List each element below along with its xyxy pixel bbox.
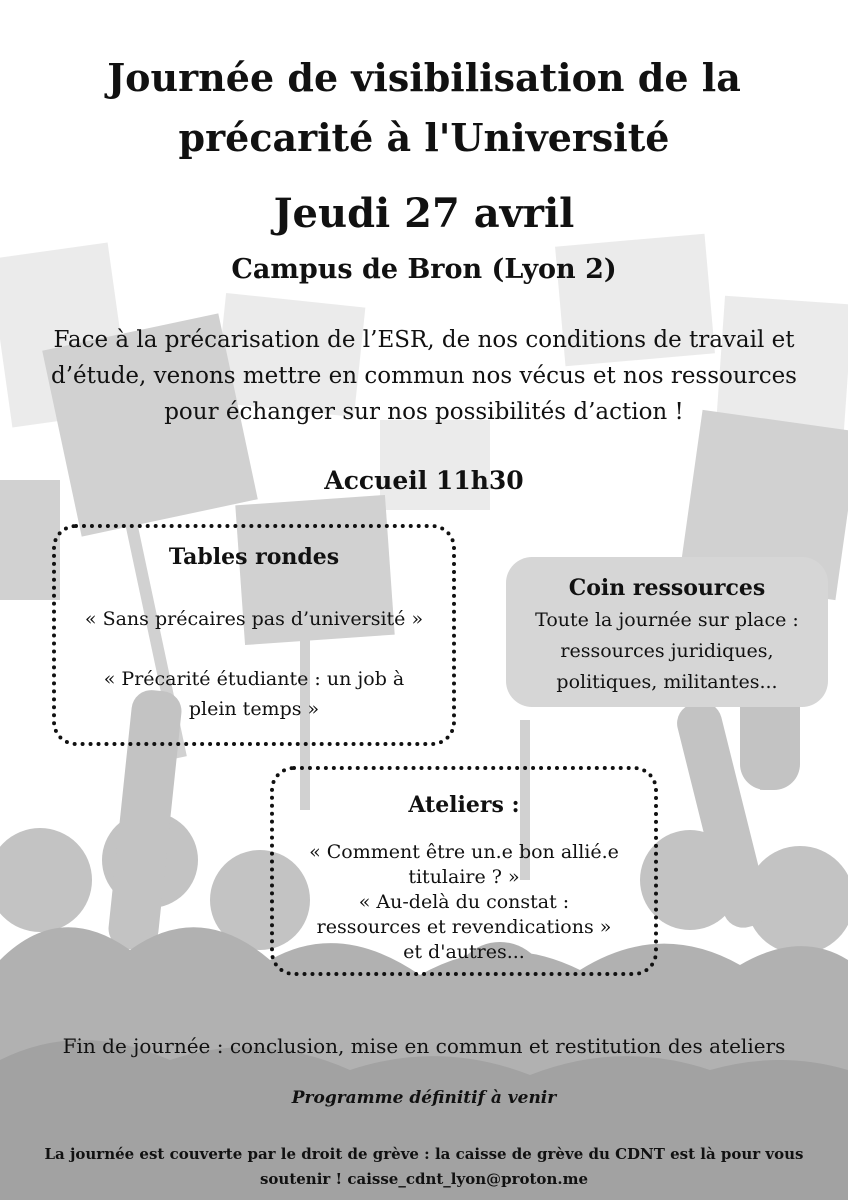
ending-text: Fin de journée : conclusion, mise en commun et restitution des ateliers — [62, 1034, 786, 1058]
footer-line-2: soutenir ! caisse_cdnt_lyon@proton.me — [259, 1170, 588, 1188]
coin-ressources-heading: Coin ressources — [568, 575, 766, 601]
ateliers-heading: Ateliers : — [408, 792, 520, 818]
coin-ressources-line-3: politiques, militantes... — [556, 671, 778, 693]
title-line-1: Journée de visibilisation de la — [107, 55, 741, 100]
ateliers-line-2: titulaire ? » — [408, 866, 520, 888]
event-date: Jeudi 27 avril — [273, 190, 575, 237]
tables-rondes-item-2-line-1: « Précarité étudiante : un job à — [103, 668, 405, 690]
flyer-title — [0, 48, 848, 168]
ateliers-line-5: et d'autres... — [403, 941, 525, 963]
coin-ressources-line-2: ressources juridiques, — [560, 640, 774, 662]
tables-rondes-item-2-line-2: plein temps » — [188, 698, 320, 720]
footer-line-1: La journée est couverte par le droit de grève : la caisse de grève du CDNT est là pour vous — [44, 1145, 804, 1163]
intro-line-2: d’étude, venons mettre en commun nos vécus et nos ressources — [51, 363, 797, 389]
ateliers-line-1: « Comment être un.e bon allié.e — [309, 841, 619, 863]
strike-fund-note — [0, 1142, 848, 1192]
ateliers-line-3: « Au-delà du constat : — [358, 891, 570, 913]
ateliers-line-4: ressources et revendications » — [316, 916, 612, 938]
coin-ressources-box — [506, 557, 828, 707]
tables-rondes-heading: Tables rondes — [168, 544, 340, 570]
intro-line-3: pour échanger sur nos possibilités d’action ! — [164, 399, 684, 425]
coin-ressources-line-1: Toute la journée sur place : — [535, 609, 799, 631]
intro-text — [0, 322, 848, 430]
ateliers-box — [270, 766, 658, 976]
tables-rondes-box — [52, 524, 456, 746]
title-line-2: précarité à l'Université — [178, 115, 670, 160]
event-place: Campus de Bron (Lyon 2) — [231, 254, 617, 285]
tables-rondes-item-1: « Sans précaires pas d’université » — [84, 608, 424, 630]
program-note: Programme définitif à venir — [291, 1088, 557, 1108]
intro-line-1: Face à la précarisation de l’ESR, de nos conditions de travail et — [53, 327, 795, 353]
welcome-time: Accueil 11h30 — [324, 466, 524, 495]
